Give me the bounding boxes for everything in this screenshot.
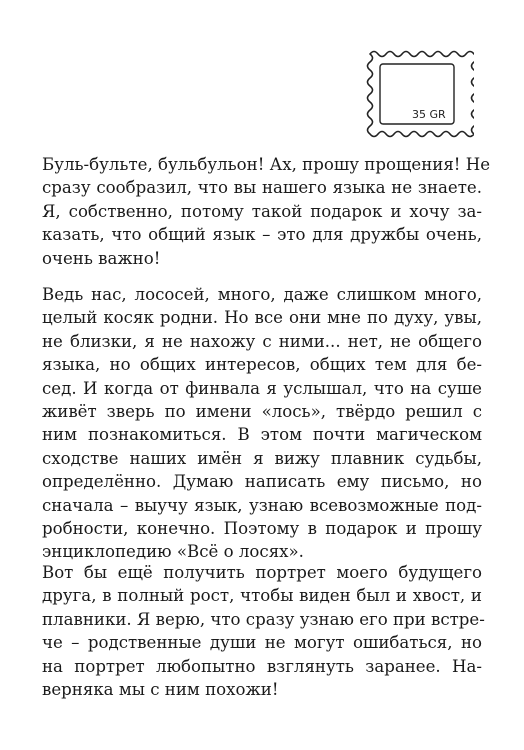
text-line: робности, конечно. Поэтому в подарок и прошу	[42, 519, 482, 539]
text-line: языка, но общих интересов, общих тем для бе-	[42, 355, 482, 375]
text-line: Вот бы ещё получить портрет моего будущего	[42, 563, 482, 582]
text-line: энциклопедию «Всё о лосях».	[42, 542, 304, 562]
text-line: сразу сообразил, что вы нашего языка не знаете.	[42, 178, 482, 198]
text-line: определённо. Думаю написать ему письмо, но	[42, 472, 482, 492]
text-line: Я, собственно, потому такой подарок и хочу за-	[42, 201, 482, 221]
text-line: сед. И когда от финвала я услышал, что на суше	[42, 378, 482, 398]
text-line: сначала – выучу язык, узнаю всевозможные под-	[42, 495, 482, 515]
stamp-icon	[360, 46, 474, 142]
paragraph-1	[42, 153, 491, 270]
text-line: Буль-бульте, бульбульон! Ах, прошу прощения! Не	[42, 155, 491, 174]
text-line: целый косяк родни. Но все они мне по духу, увы,	[42, 308, 482, 328]
text-line: друга, в полный рост, чтобы виден был и хвост, и	[42, 586, 482, 606]
text-line: плавники. Я верю, что сразу узнаю его при встре-	[42, 609, 485, 629]
text-line: сходстве наших имён я вижу плавник судьбы,	[42, 448, 482, 468]
postage-stamp	[360, 46, 474, 142]
text-line: не близки, я не нахожу с ними... нет, не общего	[42, 331, 482, 351]
text-line: че – родственные души не могут ошибаться, но	[42, 633, 482, 653]
text-line: на портрет любопытно взглянуть заранее. На-	[42, 656, 482, 676]
text-line: ним познакомиться. В этом почти магическом	[42, 425, 482, 445]
text-line: казать, что общий язык – это для дружбы очень,	[42, 225, 482, 245]
text-line: живёт зверь по имени «лось», твёрдо решил с	[42, 402, 482, 422]
text-line: Ведь нас, лососей, много, даже слишком много,	[42, 285, 482, 304]
paragraph-3	[42, 561, 485, 701]
text-line: верняка мы с ним похожи!	[42, 680, 279, 700]
stamp-value-label: 35 GR	[412, 108, 446, 121]
text-line: очень важно!	[42, 248, 161, 268]
paragraph-2	[42, 283, 482, 564]
